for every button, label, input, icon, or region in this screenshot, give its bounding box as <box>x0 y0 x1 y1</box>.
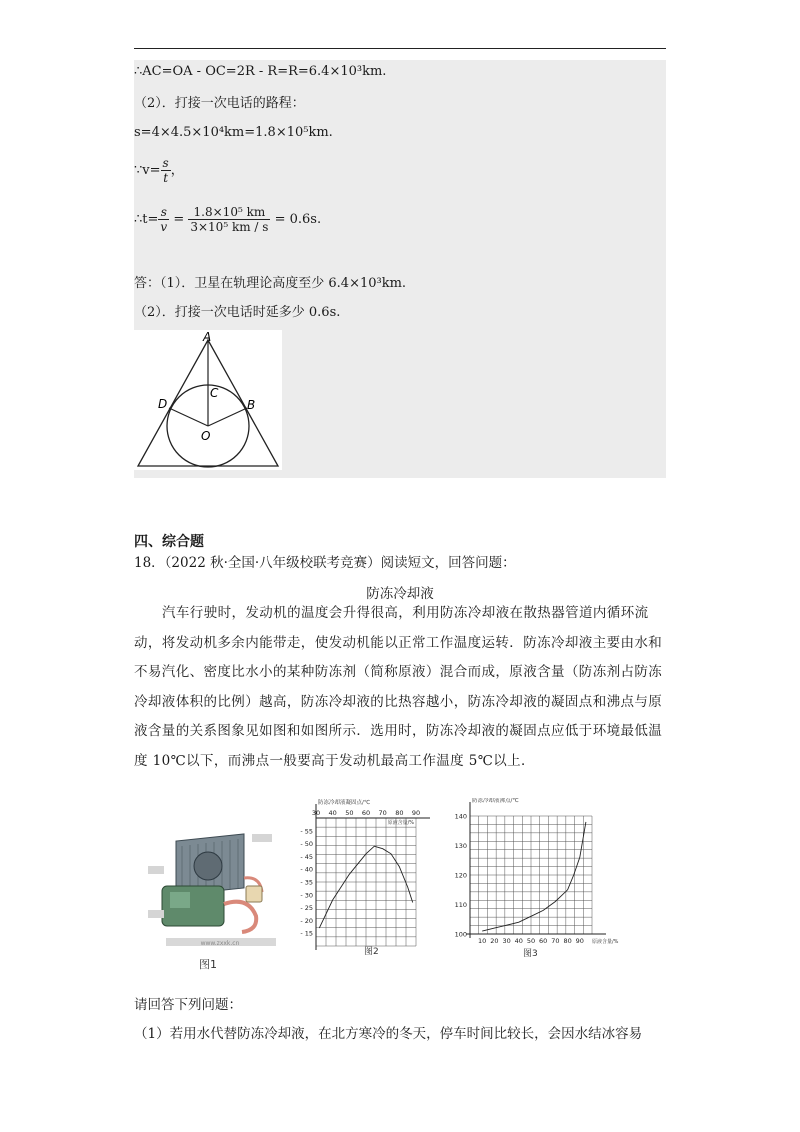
engine-illustration <box>148 826 284 950</box>
y-tick-label: 120 <box>454 871 467 880</box>
y-tick-label: 130 <box>454 842 467 850</box>
fig2-caption: 图2 <box>364 947 379 957</box>
x-tick-label: 10 <box>478 937 487 945</box>
question-intro: 18．（2022 秋·全国·八年级校联考竞赛）阅读短文，回答问题： <box>134 555 516 571</box>
x-tick-label: 30 <box>311 809 321 817</box>
y-tick-label: - 35 <box>300 878 313 887</box>
x-tick-label: 80 <box>563 937 572 945</box>
fig3-caption: 图3 <box>523 949 538 959</box>
header-rule <box>134 48 666 49</box>
velocity-suffix: ， <box>170 163 184 178</box>
velocity-num: s <box>162 156 169 170</box>
time-num: s <box>158 205 169 220</box>
velocity-prefix: ∵v= <box>134 163 161 178</box>
fig1-caption: 图1 <box>199 958 217 971</box>
fan-shape <box>194 852 222 880</box>
x-tick-label: 30 <box>502 937 511 945</box>
y-tick-label: 140 <box>454 812 467 821</box>
y-tick-label: - 30 <box>300 891 313 900</box>
y-tick-label: - 40 <box>300 865 313 874</box>
x-tick-label: 40 <box>328 809 337 817</box>
y-tick-label: - 25 <box>300 904 313 913</box>
solution-line-path-label: （2）．打接一次电话的路程： <box>134 96 305 111</box>
reservoir-tank <box>246 886 262 902</box>
y-tick-label: - 55 <box>300 827 313 836</box>
label-tag <box>252 834 272 842</box>
answer-line-2: （2）．打接一次电话时延多少 0.6s. <box>134 305 341 320</box>
x-axis-label: 原液含量/% <box>387 820 414 826</box>
freezing-point-chart <box>294 798 434 950</box>
chart-title: 防冻冷却液沸点/℃ <box>472 798 519 804</box>
x-tick-label: 60 <box>539 937 548 945</box>
time-prefix: ∴t= <box>134 212 159 227</box>
velocity-den: t <box>163 171 169 185</box>
x-tick-label: 50 <box>345 809 354 817</box>
article-title: 防冻冷却液 <box>366 586 434 602</box>
label-tag <box>148 910 164 918</box>
x-tick-label: 20 <box>490 937 499 945</box>
line-od <box>169 408 208 426</box>
x-tick-label: 70 <box>378 809 387 817</box>
y-tick-label: 100 <box>454 930 467 939</box>
label-c: C <box>210 386 219 400</box>
x-tick-label: 50 <box>526 937 536 945</box>
y-tick-label: - 45 <box>300 852 313 861</box>
x-tick-label: 90 <box>411 809 421 817</box>
time-value-fraction <box>188 205 270 234</box>
velocity-fraction <box>161 156 171 185</box>
y-tick-label: - 15 <box>300 929 313 938</box>
x-tick-label: 80 <box>395 809 404 817</box>
solution-line-distance: s=4×4.5×10⁴km=1.8×10⁵km. <box>134 125 333 140</box>
x-tick-label: 90 <box>575 937 584 945</box>
x-tick-label: 40 <box>514 937 523 945</box>
solution-line-time <box>134 205 321 235</box>
article-paragraph: 汽车行驶时，发动机的温度会升得很高，利用防冻冷却液在散热器管道内循环流动，将发动机多余内能带走，使发动机能以正常工作温度运转．防冻冷却液主要由水和不易汽化、密度比水小的某种防冻剂（简称原液）混合而成，原液含量（防冻剂占防冻冷却液体积的比例）越高，防冻冷却液的比热容越小，防冻冷却液的凝固点和沸点与原液含量的关系图象见如图和如图所示．选用时，防冻冷却液的凝固点应低于环境最低温度 10℃以下，而沸点一般要高于发动机最高工作温度 5℃以上． <box>134 605 663 769</box>
section-heading: 四、综合题 <box>134 534 204 550</box>
x-axis-label: 原液含量/% <box>592 939 619 945</box>
time-value-num: 1.8×10⁵ km <box>188 205 270 220</box>
time-den: v <box>160 220 168 234</box>
y-tick-label: - 20 <box>300 916 313 925</box>
label-a: A <box>203 330 212 344</box>
data-series-line <box>482 822 586 931</box>
x-tick-label: 60 <box>361 809 371 817</box>
label-b: B <box>247 398 256 412</box>
time-fraction <box>158 205 169 234</box>
time-equals: = <box>173 212 185 227</box>
line-ob <box>208 408 247 426</box>
solution-line-ac: ∴AC=OA - OC=2R - R=R=6.4×10³km. <box>134 64 387 79</box>
answer-prompt: 请回答下列问题： <box>134 997 242 1013</box>
label-tag <box>148 866 164 874</box>
boiling-point-chart <box>448 798 634 946</box>
coolant-hose <box>224 902 256 932</box>
time-value-den: 3×10⁵ km / s <box>190 220 269 234</box>
time-result: = 0.6s. <box>274 212 322 227</box>
triangle-circle-figure <box>134 330 282 470</box>
engine-cover <box>170 892 190 908</box>
question-1: （1）若用水代替防冻冷却液，在北方寒冷的冬天，停车时间比较长，会因水结冰容易 <box>134 1026 643 1042</box>
y-tick-label: - 50 <box>300 840 313 849</box>
solution-line-velocity <box>134 156 184 186</box>
y-tick-label: 110 <box>454 901 467 909</box>
chart-title: 防冻冷却液凝固点/℃ <box>318 800 371 806</box>
watermark-text: www.zxxk.cn <box>200 940 240 947</box>
label-o: O <box>201 429 211 443</box>
x-tick-label: 70 <box>551 937 560 945</box>
label-d: D <box>158 397 168 411</box>
answer-line-1: 答：（1）．卫星在轨理论高度至少 6.4×10³km. <box>134 276 407 291</box>
